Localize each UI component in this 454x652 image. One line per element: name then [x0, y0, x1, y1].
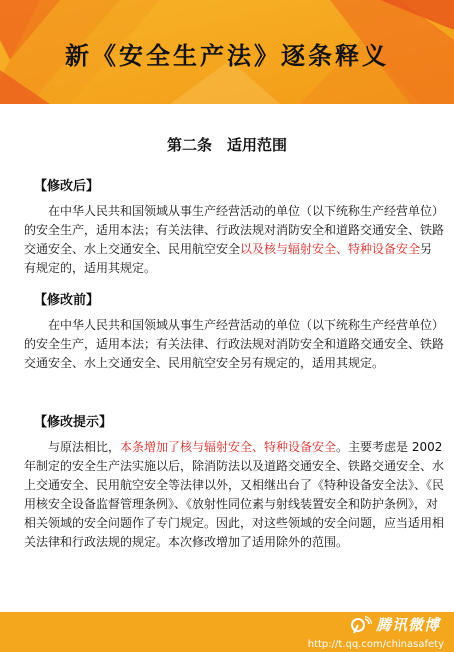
- footer-brand: 腾讯微博: [375, 616, 440, 634]
- section-before: [24, 292, 444, 373]
- paragraph-after-text-1: 在中华人民共和国领域从事生产经营活动的单位（以下统称生产经营单位）的安全生产，适用本法；有关法律、行政法规对消防安全和道路交通安全、铁路交通安全、水上交通安全、民用航空安全: [24, 204, 445, 256]
- tencent-weibo-icon: [350, 616, 372, 634]
- footer-url[interactable]: http://t.qq.com/chinasafety: [307, 639, 444, 650]
- paragraph-tip-text-1: 与原法相比，: [48, 440, 121, 454]
- paragraph-after-text-2: 另有规定的，适用其规定。: [24, 242, 433, 275]
- document-body: [0, 104, 454, 612]
- section-heading-before: 【修改前】: [34, 293, 100, 308]
- paragraph-before: 在中华人民共和国领域从事生产经营活动的单位（以下统称生产经营单位）的安全生产，适用本法；有关法律、行政法规对消防安全和道路交通安全、铁路交通安全、水上交通安全、民用航空安全另有规定的，适用其规定。: [24, 318, 445, 370]
- section-after: [24, 178, 444, 278]
- article-title: 第二条 适用范围: [166, 136, 287, 154]
- paragraph-after-highlight: 以及核与辐射安全、特种设备安全: [240, 242, 421, 256]
- header-banner: [0, 0, 454, 104]
- banner-title: 新《安全生产法》逐条释义: [65, 42, 389, 70]
- paragraph-tip-highlight: 本条增加了核与辐射安全、特种设备安全: [120, 440, 337, 454]
- paragraph-tip: [24, 438, 444, 552]
- section-heading-after: 【修改后】: [34, 179, 100, 194]
- section-tip: [24, 414, 444, 552]
- paragraph-after: [24, 202, 444, 278]
- section-heading-tip: 【修改提示】: [34, 415, 113, 430]
- footer-bar: [0, 612, 454, 652]
- weibo-logo: [350, 614, 440, 635]
- paragraph-tip-text-2: 。主要考虑是 2002 年制定的安全生产法实施以后，除消防法以及道路交通安全、铁路交通安全、水上交通安全、民用航空安全等法律以外，又相继出台了《特种设备安全法》、《民用核安全设备监督管理条例》、《放射性同位素与射线装置安全和防护条例》，对相关领域的安全问题作了专门规定。因此，对这些领域的安全问题，应当适用相关法律和行政法规的规定。本次修改增加了适用除外的范围。: [24, 440, 445, 549]
